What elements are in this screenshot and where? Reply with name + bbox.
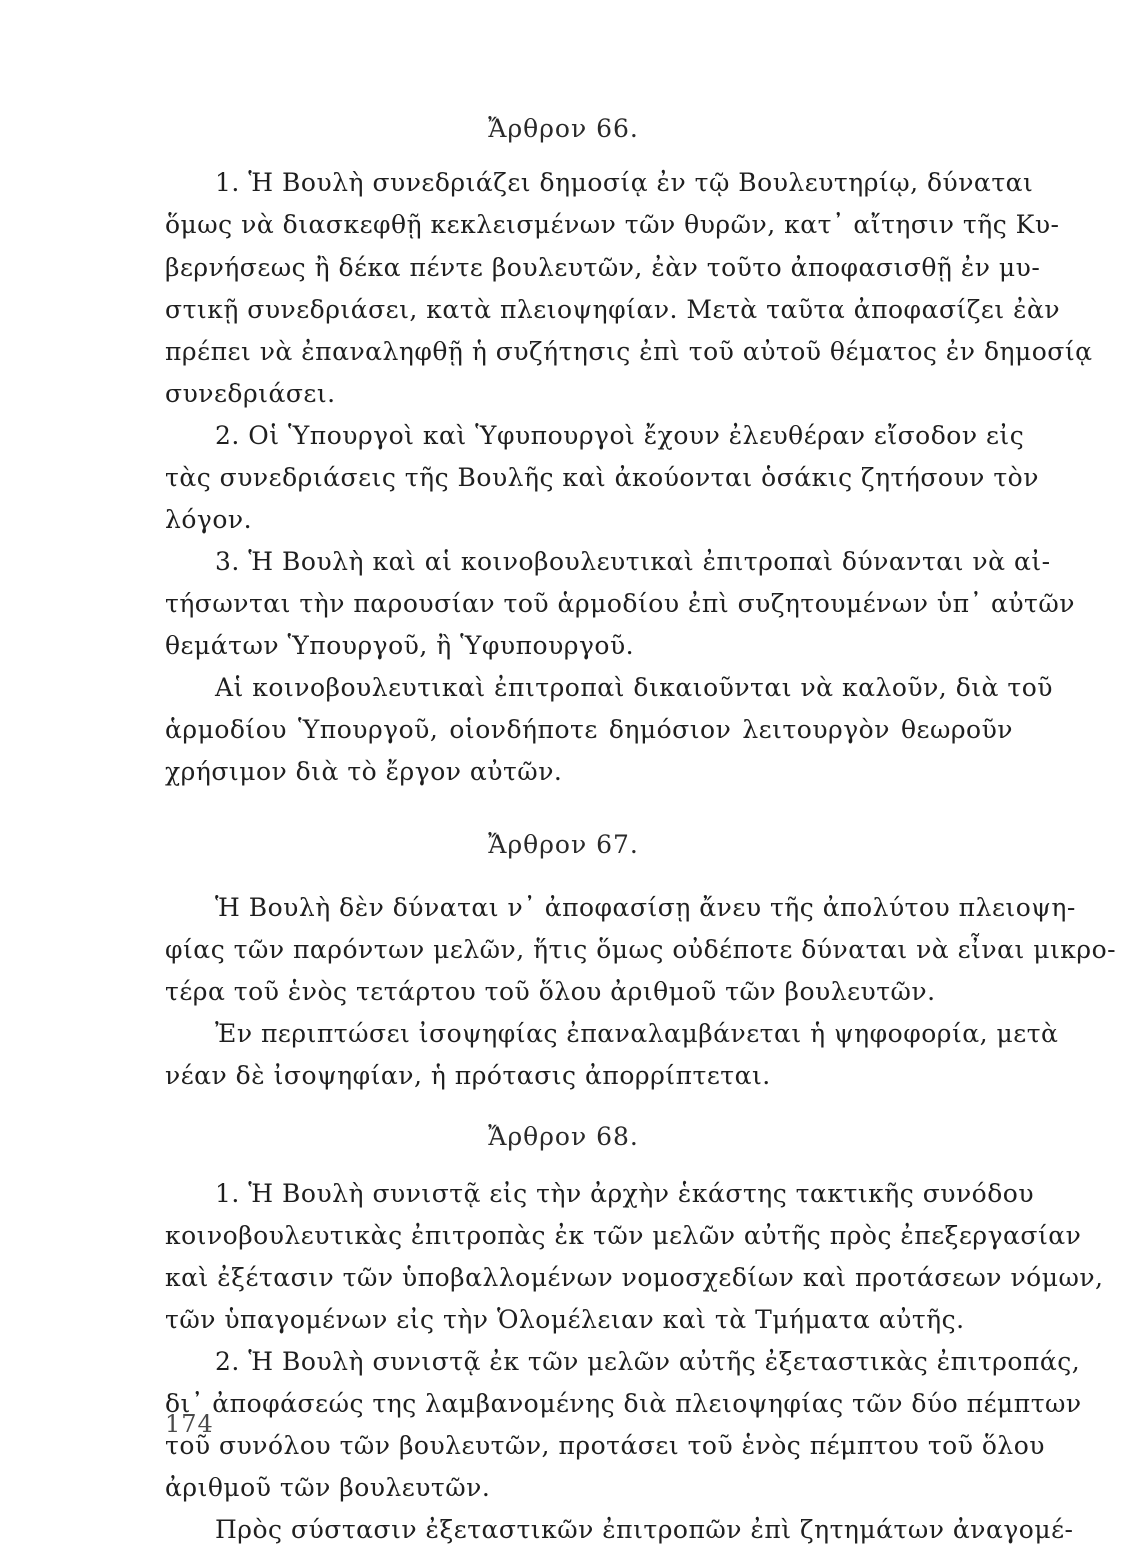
- article-68-line: τοῦ συνόλου τῶν βουλευτῶν, προτάσει τοῦ ἑνὸς πέμπτου τοῦ ὅλου: [165, 1431, 1045, 1460]
- article-66-line: ἁρμοδίου Ὑπουργοῦ, οἱονδήποτε δημόσιον λειτουργὸν θεωροῦν: [165, 715, 1013, 744]
- article-68-line: καὶ ἐξέτασιν τῶν ὑποβαλλομένων νομοσχεδίων καὶ προτάσεων νόμων,: [165, 1263, 1104, 1292]
- article-66-line: τὰς συνεδριάσεις τῆς Βουλῆς καὶ ἀκούονται ὁσάκις ζητήσουν τὸν: [165, 463, 1039, 492]
- article-67-line: νέαν δὲ ἰσοψηφίαν, ἡ πρότασις ἀπορρίπτεται.: [165, 1061, 771, 1090]
- article-66-line: τήσωνται τὴν παρουσίαν τοῦ ἁρμοδίου ἐπὶ συζητουμένων ὑπ᾽ αὐτῶν: [165, 589, 1075, 618]
- article-67-line: Ἡ Βουλὴ δὲν δύναται ν᾽ ἀποφασίσῃ ἄνευ τῆς ἀπολύτου πλειοψη-: [215, 893, 1076, 922]
- article-66-line: 3. Ἡ Βουλὴ καὶ αἱ κοινοβουλευτικαὶ ἐπιτροπαὶ δύνανται νὰ αἰ-: [215, 547, 1051, 576]
- article-66-line: θεμάτων Ὑπουργοῦ, ἢ Ὑφυπουργοῦ.: [165, 631, 635, 660]
- article-66-line: Αἱ κοινοβουλευτικαὶ ἐπιτροπαὶ δικαιοῦνται νὰ καλοῦν, διὰ τοῦ: [215, 673, 1053, 702]
- article-66-line: στικῇ συνεδριάσει, κατὰ πλειοψηφίαν. Μετὰ ταῦτα ἀποφασίζει ἐὰν: [165, 295, 1061, 324]
- article-68-line: 2. Ἡ Βουλὴ συνιστᾷ ἐκ τῶν μελῶν αὐτῆς ἐξεταστικὰς ἐπιτροπάς,: [215, 1347, 1081, 1376]
- article-66-heading: Ἄρθρον 66.: [488, 114, 639, 143]
- article-66-line: λόγον.: [165, 505, 253, 534]
- article-68-line: Πρὸς σύστασιν ἐξεταστικῶν ἐπιτροπῶν ἐπὶ ζητημάτων ἀναγομέ-: [215, 1515, 1074, 1544]
- article-68-line: κοινοβουλευτικὰς ἐπιτροπὰς ἐκ τῶν μελῶν αὐτῆς πρὸς ἐπεξεργασίαν: [165, 1221, 1082, 1250]
- article-68-line: 1. Ἡ Βουλὴ συνιστᾷ εἰς τὴν ἀρχὴν ἑκάστης τακτικῆς συνόδου: [215, 1179, 1035, 1208]
- article-66-line: βερνήσεως ἢ δέκα πέντε βουλευτῶν, ἐὰν τοῦτο ἀποφασισθῇ ἐν μυ-: [165, 253, 1041, 282]
- article-66-line: 1. Ἡ Βουλὴ συνεδριάζει δημοσίᾳ ἐν τῷ Βουλευτηρίῳ, δύναται: [215, 168, 1034, 197]
- article-67-heading: Ἄρθρον 67.: [488, 830, 639, 859]
- article-66-line: πρέπει νὰ ἐπαναληφθῇ ἡ συζήτησις ἐπὶ τοῦ αὐτοῦ θέματος ἐν δημοσίᾳ: [165, 337, 1093, 366]
- page-number: 174: [165, 1410, 214, 1438]
- article-66-line: χρήσιμον διὰ τὸ ἔργον αὐτῶν.: [165, 757, 563, 786]
- article-68-line: ἀριθμοῦ τῶν βουλευτῶν.: [165, 1473, 491, 1502]
- article-68-heading: Ἄρθρον 68.: [488, 1122, 639, 1151]
- article-66-line: ὅμως νὰ διασκεφθῇ κεκλεισμένων τῶν θυρῶν, κατ᾽ αἴτησιν τῆς Κυ-: [165, 210, 1060, 239]
- article-68-line: δι᾽ ἀποφάσεώς της λαμβανομένης διὰ πλειοψηφίας τῶν δύο πέμπτων: [165, 1389, 1082, 1418]
- article-67-line: Ἐν περιπτώσει ἰσοψηφίας ἐπαναλαμβάνεται ἡ ψηφοφορία, μετὰ: [215, 1019, 1059, 1048]
- article-66-line: συνεδριάσει.: [165, 379, 336, 408]
- article-67-line: φίας τῶν παρόντων μελῶν, ἥτις ὅμως οὐδέποτε δύναται νὰ εἶναι μικρο-: [165, 935, 1117, 964]
- article-67-line: τέρα τοῦ ἑνὸς τετάρτου τοῦ ὅλου ἀριθμοῦ τῶν βουλευτῶν.: [165, 977, 936, 1006]
- article-66-line: 2. Οἱ Ὑπουργοὶ καὶ Ὑφυπουργοὶ ἔχουν ἐλευθέραν εἴσοδον εἰς: [215, 421, 1025, 450]
- article-68-line: τῶν ὑπαγομένων εἰς τὴν Ὁλομέλειαν καὶ τὰ Τμήματα αὐτῆς.: [165, 1305, 965, 1334]
